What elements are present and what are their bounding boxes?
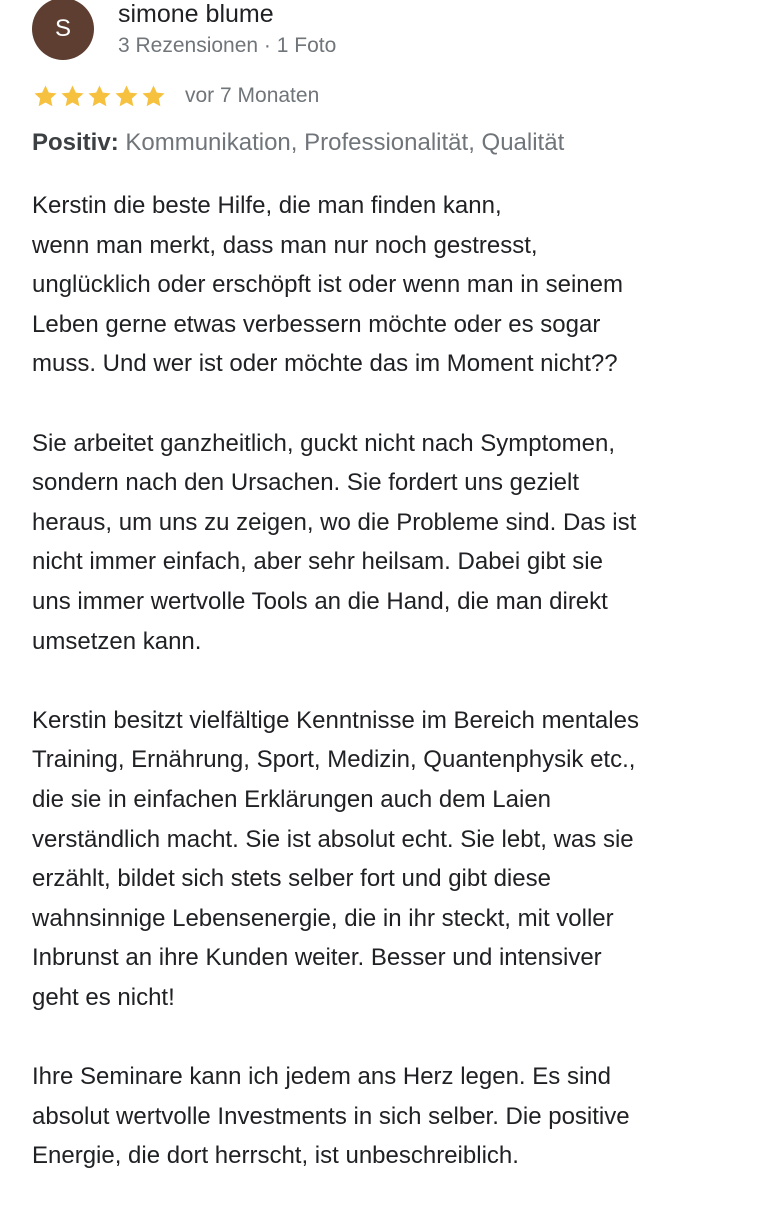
review-text	[32, 186, 752, 1215]
star-icon	[59, 83, 86, 110]
review-line: Sie arbeitet ganzheitlich, guckt nicht nach Symptomen,	[32, 429, 615, 457]
review-line: Inbrunst an ihre Kunden weiter. Besser und intensiver	[32, 944, 602, 972]
review-line: nicht immer einfach, aber sehr heilsam. Dabei gibt sie	[32, 548, 603, 576]
review-paragraph	[32, 186, 752, 384]
review-line: heraus, um uns zu zeigen, wo die Probleme sind. Das ist	[32, 508, 637, 536]
review-line: erzählt, bildet sich stets selber fort und gibt diese	[32, 865, 551, 893]
review-line: verständlich macht. Sie ist absolut echt. Sie lebt, was sie	[32, 825, 634, 853]
positive-attributes	[32, 126, 564, 160]
review-line: die sie in einfachen Erklärungen auch dem Laien	[32, 785, 552, 813]
review-paragraph	[32, 701, 752, 1018]
rating-row	[32, 80, 319, 112]
review-line: uns immer wertvolle Tools an die Hand, die man direkt	[32, 587, 608, 615]
review-header	[32, 0, 752, 72]
review-paragraph	[32, 1057, 752, 1176]
review-line: wahnsinnige Lebensenergie, die in ihr steckt, mit voller	[32, 904, 614, 932]
review-line: Energie, die dort herrscht, ist unbeschreiblich.	[32, 1142, 519, 1170]
positive-values: Kommunikation, Professionalität, Qualität	[125, 129, 565, 156]
avatar[interactable]: S	[32, 0, 94, 60]
review-line: Training, Ernährung, Sport, Medizin, Quantenphysik etc.,	[32, 746, 636, 774]
review-line: Kerstin besitzt vielfältige Kenntnisse im Bereich mentales	[32, 706, 639, 734]
star-icon	[113, 83, 140, 110]
star-icon	[32, 83, 59, 110]
positive-label: Positiv:	[32, 129, 119, 156]
review-card	[32, 0, 752, 1170]
author-meta: 3 Rezensionen · 1 Foto	[118, 34, 337, 57]
review-line: absolut wertvolle Investments in sich selber. Die positive	[32, 1102, 630, 1130]
author-name[interactable]: simone blume	[118, 0, 274, 28]
review-line: Ihre Seminare kann ich jedem ans Herz legen. Es sind	[32, 1063, 611, 1091]
review-line: umsetzen kann.	[32, 627, 202, 655]
star-icon	[140, 83, 167, 110]
star-icon	[86, 83, 113, 110]
review-line: muss. Und wer ist oder möchte das im Moment nicht??	[32, 350, 618, 378]
review-time: vor 7 Monaten	[185, 84, 320, 107]
review-line: unglücklich oder erschöpft ist oder wenn man in seinem	[32, 271, 623, 299]
review-paragraph	[32, 424, 752, 662]
review-line: sondern nach den Ursachen. Sie fordert uns gezielt	[32, 469, 579, 497]
review-line: wenn man merkt, dass man nur noch gestresst,	[32, 231, 538, 259]
review-line: Leben gerne etwas verbessern möchte oder es sogar	[32, 310, 601, 338]
star-rating	[32, 83, 167, 110]
review-line: geht es nicht!	[32, 983, 175, 1011]
review-line: Kerstin die beste Hilfe, die man finden kann,	[32, 192, 502, 219]
